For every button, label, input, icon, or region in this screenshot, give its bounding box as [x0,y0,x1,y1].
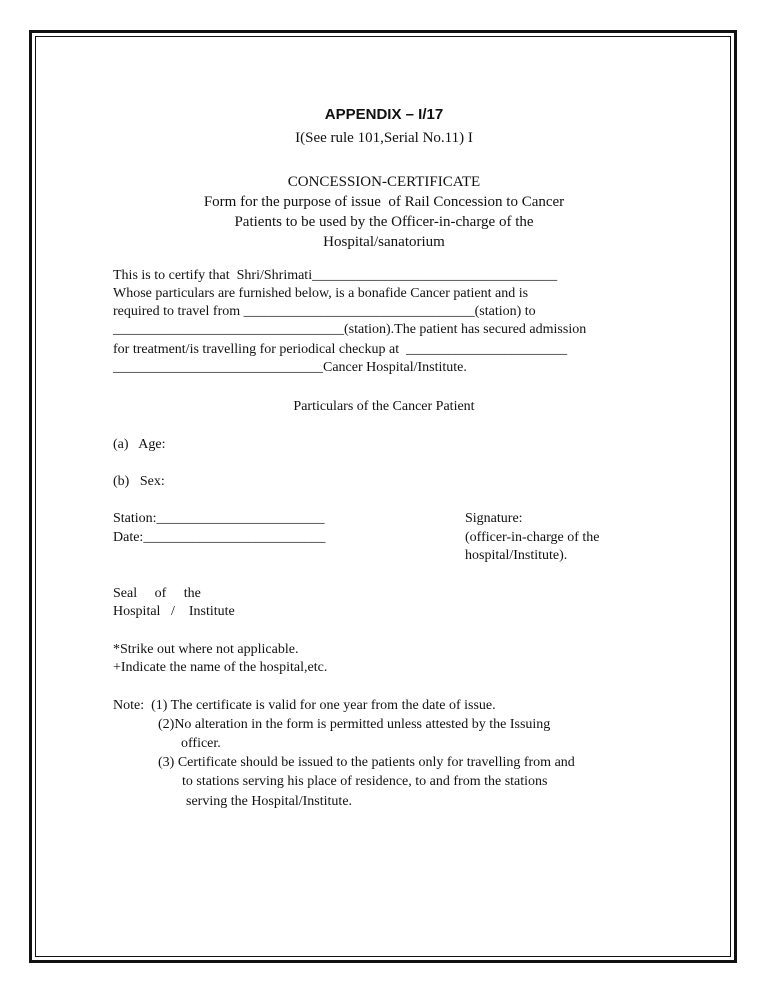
purpose-line-2: Patients to be used by the Officer-in-charge of the [234,214,534,230]
officer-line-2: hospital/Institute). [465,548,568,563]
body-line-4: _________________________________(station).The patient has secured admission [113,322,587,337]
purpose-line-1: Form for the purpose of issue of Rail Concession to Cancer [203,194,565,210]
note-1: Note: (1) The certificate is valid for one year from the date of issue. [113,698,496,713]
body-line-3: required to travel from _________________________________(station) to [113,304,536,319]
body-line-5: for treatment/is travelling for periodical checkup at _______________________ [113,342,568,357]
indicate-note: +Indicate the name of the hospital,etc. [113,660,328,675]
purpose-line-3: Hospital/sanatorium [323,234,445,250]
date-field: Date:__________________________ [113,530,326,545]
note-3-line-1: (3) Certificate should be issued to the patients only for travelling from and [158,755,575,770]
note-2-line-1: (2)No alteration in the form is permitted unless attested by the Issuing [158,717,551,732]
appendix-title: APPENDIX – I/17 [324,106,444,123]
sex-field: (b) Sex: [113,474,165,489]
body-line-2: Whose particulars are furnished below, is a bonafide Cancer patient and is [113,286,529,301]
note-2-line-2: officer. [181,736,221,751]
station-field: Station:________________________ [113,511,325,526]
particulars-heading: Particulars of the Cancer Patient [293,399,475,414]
age-field: (a) Age: [113,437,166,452]
signature-label: Signature: [465,511,523,526]
seal-line-1: Seal of the [113,586,201,601]
body-line-1: This is to certify that Shri/Shrimati___________________________________ [113,268,558,283]
seal-line-2: Hospital / Institute [113,604,235,619]
body-line-6: ______________________________Cancer Hospital/Institute. [113,360,467,375]
rule-reference: I(See rule 101,Serial No.11) I [295,130,473,146]
note-3-line-3: serving the Hospital/Institute. [186,794,353,809]
note-3-line-2: to stations serving his place of residence, to and from the stations [182,774,548,789]
certificate-title: CONCESSION-CERTIFICATE [287,174,481,190]
officer-line-1: (officer-in-charge of the [465,530,600,545]
strike-note: *Strike out where not applicable. [113,642,299,657]
